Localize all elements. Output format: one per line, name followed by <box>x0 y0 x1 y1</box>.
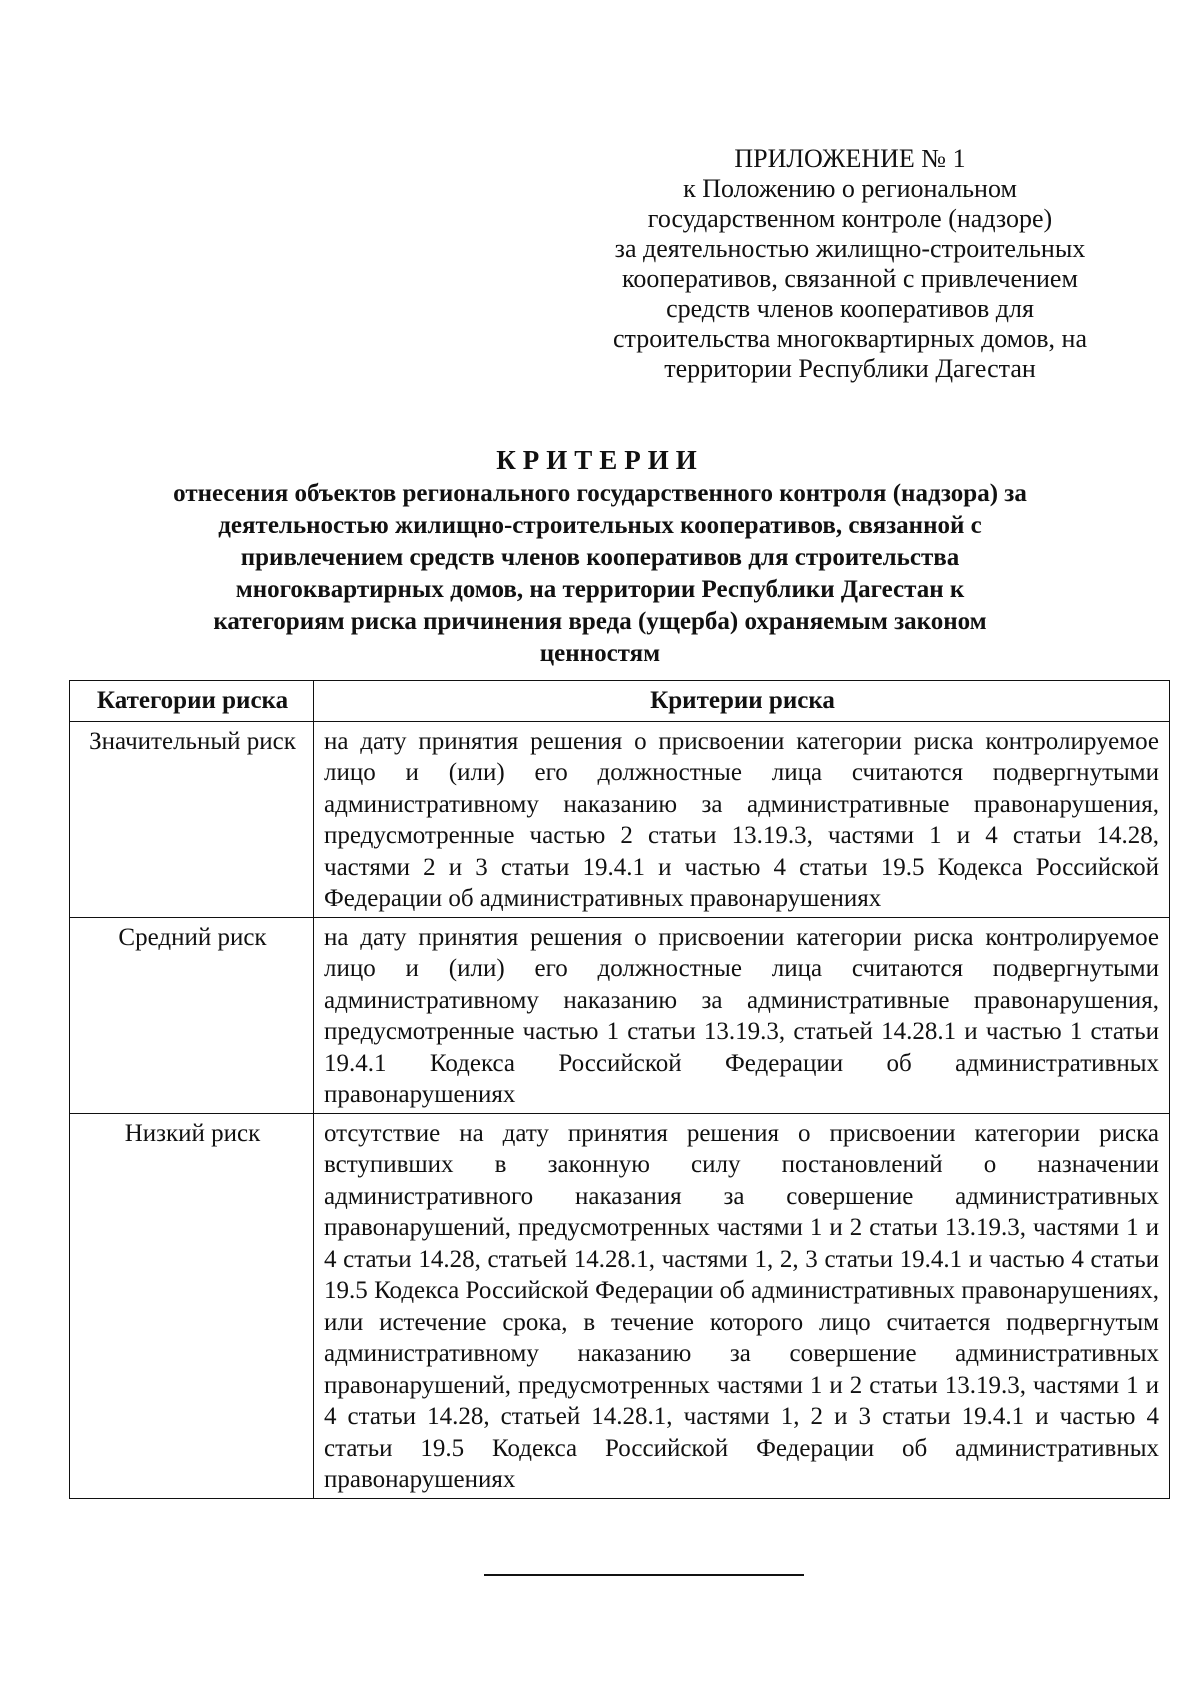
risk-category-cell: Средний риск <box>70 917 314 1113</box>
appendix-line: средств членов кооперативов для <box>666 294 1034 323</box>
appendix-line: кооперативов, связанной с привлечением <box>622 264 1078 293</box>
risk-category-cell: Значительный риск <box>70 721 314 917</box>
risk-criteria-cell: на дату принятия решения о присвоении категории риска контролируемое лицо и (или) его должностные лица считаются подвергнутыми административному наказанию за административные правонарушения, предусмотренные частью 1 статьи 13.19.3, статьей 14.28.1 и частью 1 статьи 19.4.1 Кодекса Российской Федерации об административных правонарушениях <box>314 917 1170 1113</box>
risk-category-cell: Низкий риск <box>70 1113 314 1498</box>
table-row <box>70 1113 1170 1498</box>
end-divider <box>484 1574 804 1576</box>
title-line: категориям риска причинения вреда (ущерба) охраняемым законом <box>213 608 987 635</box>
appendix-line: территории Республики Дагестан <box>664 354 1036 383</box>
title-line: ценностям <box>539 640 661 667</box>
table-row <box>70 917 1170 1113</box>
risk-criteria-table <box>69 680 1170 1499</box>
title-line: привлечением средств членов кооперативов для строительства <box>240 544 960 571</box>
risk-criteria-cell: отсутствие на дату принятия решения о присвоении категории риска вступивших в законную силу постановлений о назначении административного наказания за совершение административных правонарушений, предусмотренных частями 1 и 2 статьи 13.19.3, частями 1 и 4 статьи 14.28, статьей 14.28.1, частями 1, 2, 3 статьи 19.4.1 и частью 4 статьи 19.5 Кодекса Российской Федерации об административных правонарушениях, или истечение срока, в течение которого лицо считается подвергнутым административному наказанию за совершение административных правонарушений, предусмотренных частями 1 и 2 статьи 13.19.3, частями 1 и 4 статьи 14.28, статьей 14.28.1, частями 1, 2 и 3 статьи 19.4.1 и частью 4 статьи 19.5 Кодекса Российской Федерации об административных правонарушениях <box>314 1113 1170 1498</box>
title-line: деятельностью жилищно-строительных кооперативов, связанной с <box>218 512 982 539</box>
title-line: многоквартирных домов, на территории Республики Дагестан к <box>235 576 965 603</box>
document-title <box>150 444 1050 670</box>
title-subtitle <box>150 478 1050 670</box>
appendix-line: к Положению о региональном <box>683 174 1017 203</box>
title-main: КРИТЕРИИ <box>496 445 704 475</box>
risk-criteria-cell: на дату принятия решения о присвоении категории риска контролируемое лицо и (или) его должностные лица считаются подвергнутыми административному наказанию за административные правонарушения, предусмотренные частью 2 статьи 13.19.3, частями 1 и 4 статьи 14.28, частями 2 и 3 статьи 19.4.1 и частью 4 статьи 19.5 Кодекса Российской Федерации об административных правонарушениях <box>314 721 1170 917</box>
header-risk-criteria: Критерии риска <box>314 681 1170 722</box>
appendix-line: за деятельностью жилищно-строительных <box>614 234 1086 263</box>
table-header-row <box>70 681 1170 722</box>
appendix-header <box>600 144 1100 384</box>
header-risk-category: Категории риска <box>70 681 314 722</box>
appendix-line: ПРИЛОЖЕНИЕ № 1 <box>734 144 966 173</box>
appendix-line: государственном контроле (надзоре) <box>647 204 1053 233</box>
title-line: отнесения объектов регионального государственного контроля (надзора) за <box>173 480 1027 507</box>
appendix-line: строительства многоквартирных домов, на <box>613 324 1087 353</box>
table-row <box>70 721 1170 917</box>
